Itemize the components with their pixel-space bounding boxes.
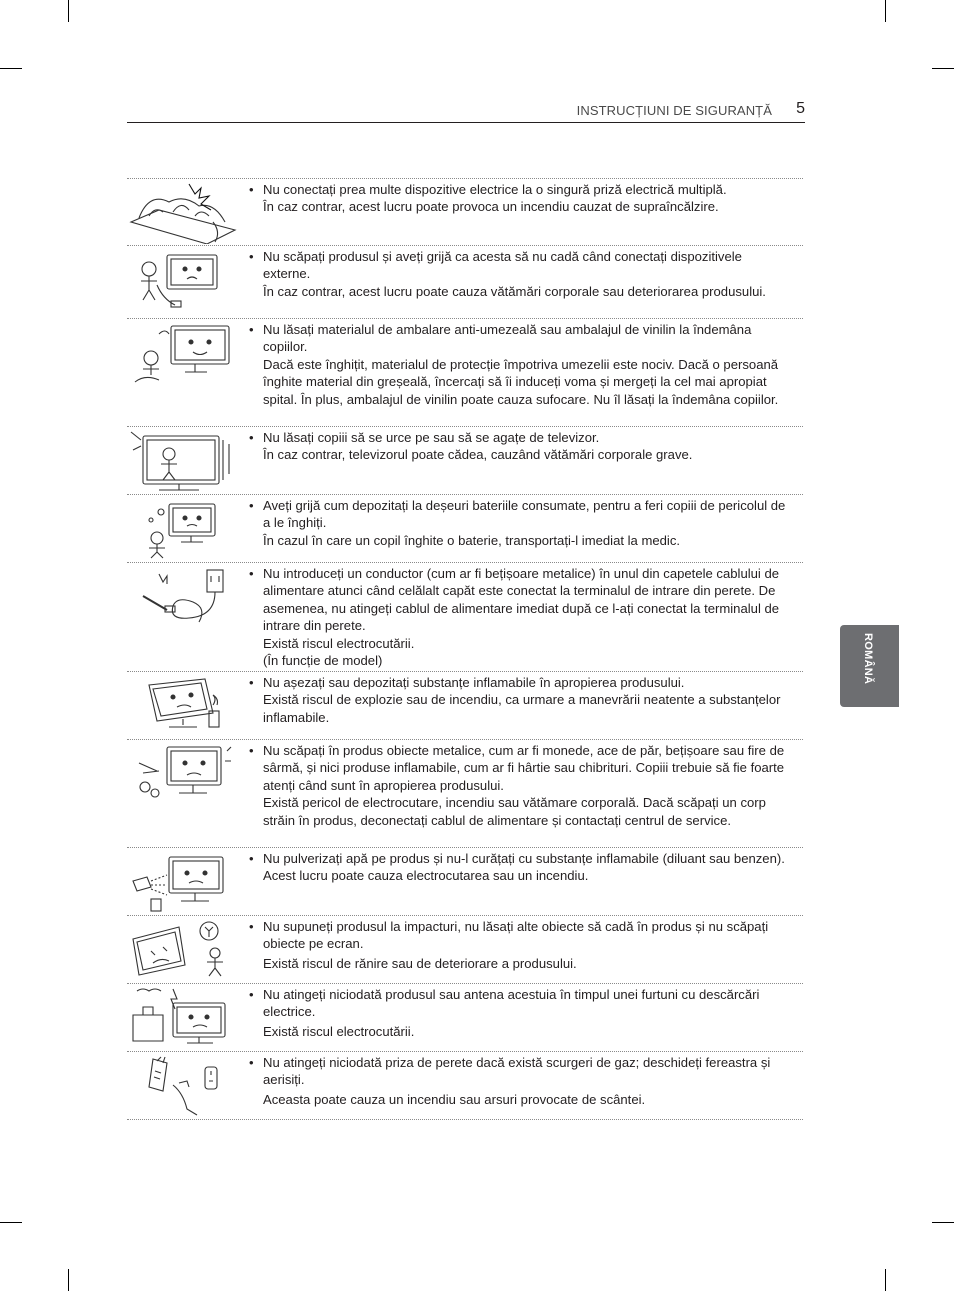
- item-text: În cazul în care un copil înghite o baterie, transportați-l imediat la medic.: [263, 532, 681, 548]
- metal-objects-in-tv-icon: [129, 743, 237, 803]
- spray-water-on-tv-icon: [129, 851, 237, 911]
- safety-item: [127, 245, 803, 319]
- language-tab-label: ROMÂNĂ: [862, 633, 874, 685]
- bullet-icon: •: [249, 430, 254, 445]
- crop-mark: [0, 68, 22, 69]
- bullet-icon: •: [249, 743, 254, 758]
- crop-mark: [885, 1269, 886, 1291]
- child-swallowing-battery-icon: [129, 498, 237, 558]
- item-text: În caz contrar, acest lucru poate cauza vătămări corporale sau deteriorarea produsului.: [263, 283, 766, 299]
- safety-item: [127, 178, 803, 246]
- safety-item: [127, 426, 803, 495]
- item-text: Nu scăpați în produs obiecte metalice, cum ar fi monede, ace de păr, bețișoare sau fire de sârmă, și nici produse inflamabile, cum ar fi hârtie sau chibrituri. Copiii trebuie să fie foarte atenți când sunt în apropierea produsului.: [263, 743, 785, 793]
- item-text: Aceasta poate cauza un incendiu sau arsuri provocate de scântei.: [263, 1091, 646, 1107]
- item-text: Aveți grijă cum depozitați la deșeuri bateriile consumate, pentru a feri copiii de pericolul de a le înghiți.: [263, 498, 786, 531]
- bullet-icon: •: [249, 498, 254, 513]
- item-text: Nu lăsați copiii să se urce pe sau să se agațe de televizor.: [263, 430, 600, 445]
- ball-impact-tv-icon: [129, 919, 237, 979]
- child-pulling-tv-cable-icon: [129, 249, 237, 309]
- bullet-icon: •: [249, 322, 254, 337]
- lightning-storm-tv-icon: [129, 987, 237, 1047]
- item-text: Există pericol de electrocutare, incendiu sau vătămare corporală. Dacă scăpați un corp străin în produs, deconectați cablul de alimentare și contactați centrul de service.: [263, 795, 766, 828]
- crop-mark: [68, 1269, 69, 1291]
- item-text: (În funcție de model): [263, 653, 383, 669]
- item-text: Există riscul electrocutării.: [263, 1023, 415, 1039]
- safety-item: [127, 494, 803, 563]
- crop-mark: [932, 68, 954, 69]
- item-text: Dacă este înghițit, materialul de protecție împotriva umezelii este nociv. Dacă o persoană înghite material din greșeală, încercați să îi induceți voma și mergeți la cel mai apropiat spital. În plus, ambalajul de vinilin poate cauza sufocare. Nu îl lăsați la îndemâna copiilor.: [263, 356, 779, 407]
- power-cable-conductor-icon: [129, 566, 237, 626]
- item-text: Nu așezați sau depozitați substanțe inflamabile în apropierea produsului.: [263, 675, 685, 690]
- bullet-icon: •: [249, 675, 254, 690]
- bullet-icon: •: [249, 1055, 254, 1070]
- flammable-substance-icon: [129, 675, 237, 735]
- bullet-icon: •: [249, 182, 254, 197]
- item-text: În caz contrar, acest lucru poate provoca un incendiu cauzat de supraîncălzire.: [263, 199, 719, 215]
- child-with-packaging-icon: [129, 322, 237, 382]
- crop-mark: [885, 0, 886, 22]
- item-text: Nu pulverizați apă pe produs și nu-l curățați cu substanțe inflamabile (diluant sau benzen). Acest lucru poate cauza electrocutarea sau un incendiu.: [263, 851, 785, 884]
- safety-item: [127, 847, 803, 916]
- safety-item: [127, 318, 803, 427]
- safety-item: [127, 671, 803, 740]
- item-text: Există riscul de explozie sau de incendiu, ca urmare a manevrării neatente a substanțelor inflamabile.: [263, 692, 781, 725]
- item-text: Nu scăpați produsul și aveți grijă ca acesta să nu cadă când conectați dispozitivele externe.: [263, 249, 742, 282]
- bullet-icon: •: [249, 987, 254, 1002]
- bullet-icon: •: [249, 249, 254, 264]
- page-number: 5: [796, 100, 805, 117]
- item-text: Nu atingeți niciodată priza de perete dacă există scurgeri de gaz; deschideți fereastra și aerisiți.: [263, 1055, 771, 1088]
- safety-item: [127, 562, 803, 672]
- bullet-icon: •: [249, 919, 254, 934]
- page-header: [127, 100, 805, 123]
- item-text: Nu introduceți un conductor (cum ar fi bețișoare metalice) în unul din capetele cablului de alimentare atunci când celălalt capăt este conectat la terminalul de intrare din perete. De asemenea, nu atingeți cablul de alimentare imediat după ce l-ați conectat la terminalul de intrare din perete.: [263, 566, 780, 634]
- safety-item: [127, 1051, 803, 1120]
- item-text: Nu atingeți niciodată produsul sau antena acestuia în timpul unei furtuni cu descărcări electrice.: [263, 987, 760, 1020]
- child-climbing-tv-icon: [129, 430, 237, 490]
- item-text: Există riscul electrocutării.: [263, 635, 415, 651]
- bullet-icon: •: [249, 566, 254, 581]
- power-strip-overload-icon: [129, 182, 237, 242]
- item-text: Nu conectați prea multe dispozitive electrice la o singură priză electrică multiplă.: [263, 182, 727, 197]
- crop-mark: [0, 1222, 22, 1223]
- bullet-icon: •: [249, 851, 254, 866]
- section-title: INSTRUCȚIUNI DE SIGURANȚĂ: [576, 103, 772, 118]
- item-text: Nu supuneți produsul la impacturi, nu lăsați alte obiecte să cadă în produs și nu scăpați obiecte pe ecran.: [263, 919, 769, 952]
- item-text: Există riscul de rănire sau de deteriorare a produsului.: [263, 955, 577, 971]
- safety-item: [127, 983, 803, 1052]
- gas-leak-plug-icon: [129, 1055, 237, 1115]
- item-text: În caz contrar, televizorul poate cădea, cauzând vătămări corporale grave.: [263, 447, 693, 463]
- language-tab: [840, 625, 899, 707]
- safety-item: [127, 915, 803, 984]
- crop-mark: [68, 0, 69, 22]
- item-text: Nu lăsați materialul de ambalare anti-umezeală sau ambalajul de vinilin la îndemâna copiilor.: [263, 322, 752, 355]
- crop-mark: [932, 1222, 954, 1223]
- safety-item: [127, 739, 803, 848]
